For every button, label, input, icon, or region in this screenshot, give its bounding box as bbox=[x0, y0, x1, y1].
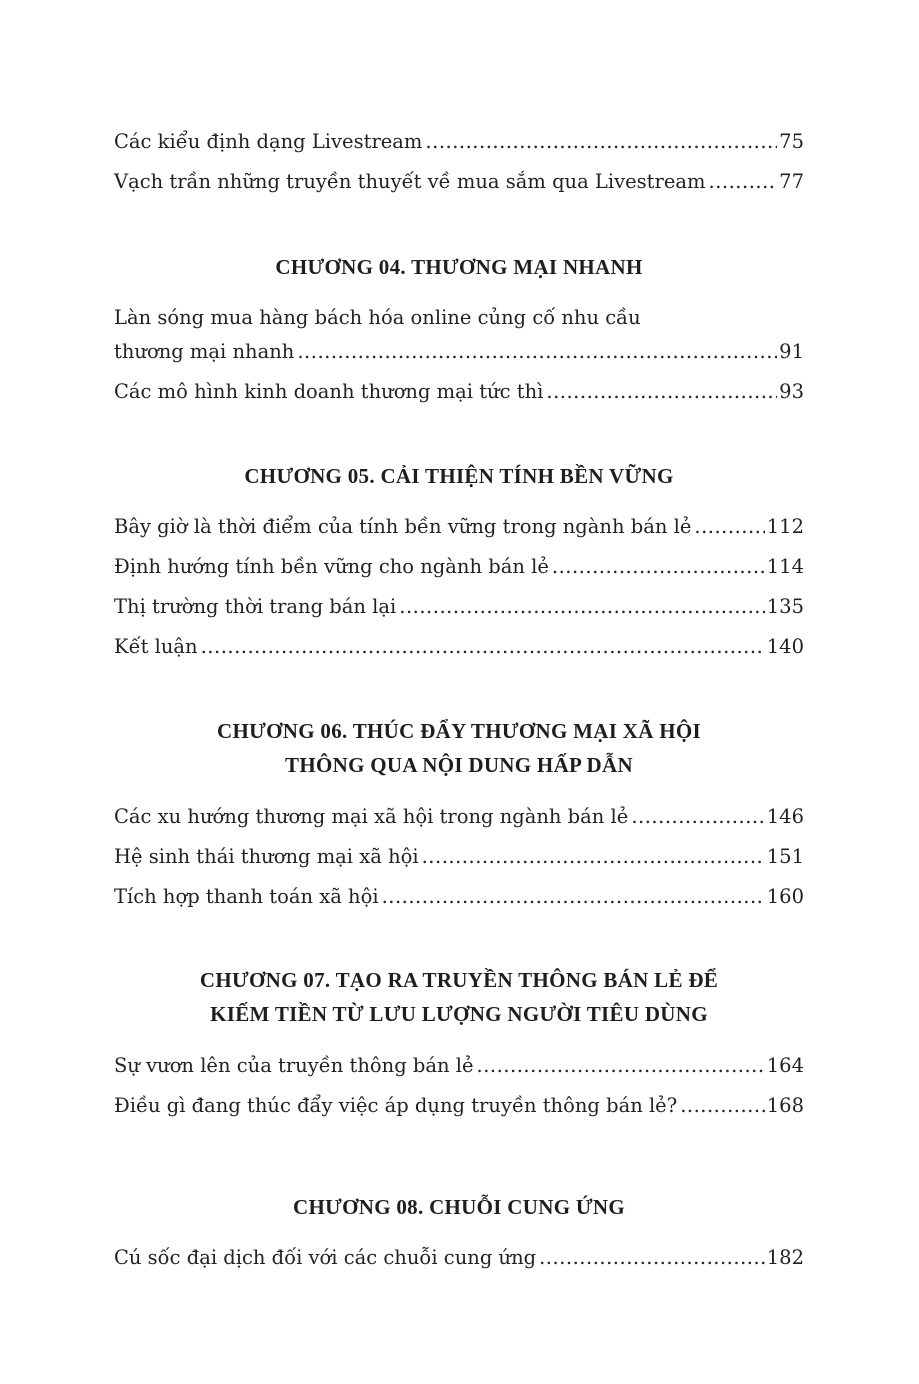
toc-entry[interactable] bbox=[114, 595, 804, 619]
toc-entry[interactable] bbox=[114, 170, 804, 194]
chapter-heading-line: KIẾM TIỀN TỪ LƯU LƯỢNG NGƯỜI TIÊU DÙNG bbox=[210, 1002, 708, 1026]
toc-entry-label: Bây giờ là thời điểm của tính bền vững trong ngành bán lẻ bbox=[114, 515, 692, 538]
toc-entry[interactable] bbox=[114, 1094, 804, 1118]
toc-leader-dots bbox=[477, 1054, 765, 1078]
chapter-heading-line: CHƯƠNG 04. THƯƠNG MẠI NHANH bbox=[275, 255, 643, 279]
toc-page-number: 93 bbox=[779, 380, 804, 403]
toc-leader-dots bbox=[539, 1246, 765, 1270]
toc-page-number: 168 bbox=[766, 1094, 804, 1117]
chapter-heading bbox=[114, 250, 804, 284]
toc-leader-dots bbox=[552, 555, 765, 579]
toc-page-number: 112 bbox=[766, 515, 804, 538]
toc-entry[interactable] bbox=[114, 555, 804, 579]
toc-entry[interactable] bbox=[114, 515, 804, 539]
toc-leader-dots bbox=[694, 515, 764, 539]
toc-leader-dots bbox=[546, 380, 777, 404]
toc-entry-label: Hệ sinh thái thương mại xã hội bbox=[114, 845, 419, 868]
chapter-heading bbox=[114, 1190, 804, 1224]
chapter-heading-line: THÔNG QUA NỘI DUNG HẤP DẪN bbox=[285, 753, 633, 777]
toc-leader-dots bbox=[422, 845, 765, 869]
toc-leader-dots bbox=[425, 130, 777, 154]
chapter-heading-line: CHƯƠNG 05. CẢI THIỆN TÍNH BỀN VỮNG bbox=[244, 464, 674, 488]
toc-leader-dots bbox=[382, 885, 765, 909]
toc-leader-dots bbox=[399, 595, 765, 619]
toc-entry-label: Cú sốc đại dịch đối với các chuỗi cung ứng bbox=[114, 1246, 537, 1269]
toc-entry[interactable] bbox=[114, 1246, 804, 1270]
toc-entry[interactable] bbox=[114, 885, 804, 909]
toc-entry[interactable] bbox=[114, 380, 804, 404]
toc-page-number: 135 bbox=[766, 595, 804, 618]
toc-entry-label: Các mô hình kinh doanh thương mại tức thì bbox=[114, 380, 544, 403]
toc-entry-label: Kết luận bbox=[114, 635, 198, 658]
toc-entry-label: Điều gì đang thúc đẩy việc áp dụng truyền thông bán lẻ? bbox=[114, 1094, 678, 1117]
toc-entry[interactable] bbox=[114, 845, 804, 869]
toc-page-number: 77 bbox=[779, 170, 804, 193]
toc-entry-label: Vạch trần những truyền thuyết về mua sắm qua Livestream bbox=[114, 170, 706, 193]
chapter-heading-line: CHƯƠNG 08. CHUỖI CUNG ỨNG bbox=[292, 1195, 625, 1219]
toc-entry[interactable] bbox=[114, 340, 804, 364]
toc-entry-label: Các kiểu định dạng Livestream bbox=[114, 130, 423, 153]
chapter-heading bbox=[114, 963, 804, 1031]
toc-entry-label: Tích hợp thanh toán xã hội bbox=[114, 885, 379, 908]
toc-entry-label: Định hướng tính bền vững cho ngành bán lẻ bbox=[114, 555, 549, 578]
toc-page-number: 114 bbox=[766, 555, 804, 578]
toc-leader-dots bbox=[201, 635, 765, 659]
toc-leader-dots bbox=[709, 170, 778, 194]
toc-entry[interactable] bbox=[114, 130, 804, 154]
toc-page-number: 75 bbox=[779, 130, 804, 153]
chapter-heading-line: CHƯƠNG 06. THÚC ĐẨY THƯƠNG MẠI XÃ HỘI bbox=[217, 719, 701, 743]
toc-entry-label: Sự vươn lên của truyền thông bán lẻ bbox=[114, 1054, 474, 1077]
toc-entry[interactable] bbox=[114, 635, 804, 659]
toc-entry-label: thương mại nhanh bbox=[114, 340, 295, 363]
toc-page-number: 140 bbox=[766, 635, 804, 658]
chapter-heading-line: CHƯƠNG 07. TẠO RA TRUYỀN THÔNG BÁN LẺ ĐỂ bbox=[199, 968, 719, 992]
toc-leader-dots bbox=[680, 1094, 765, 1118]
toc-entry[interactable] bbox=[114, 1054, 804, 1078]
toc-page-number: 182 bbox=[766, 1246, 804, 1269]
toc-entry-label-line: Làn sóng mua hàng bách hóa online củng cố nhu cầu bbox=[114, 306, 641, 329]
chapter-heading bbox=[114, 714, 804, 782]
toc-page-number: 164 bbox=[766, 1054, 804, 1077]
toc-entry[interactable] bbox=[114, 805, 804, 829]
toc-entry-label: Các xu hướng thương mại xã hội trong ngành bán lẻ bbox=[114, 805, 629, 828]
toc-leader-dots bbox=[631, 805, 764, 829]
toc-entry-label: Thị trường thời trang bán lại bbox=[114, 595, 397, 618]
toc-page-number: 146 bbox=[766, 805, 804, 828]
toc-page-number: 91 bbox=[779, 340, 804, 363]
chapter-heading bbox=[114, 459, 804, 493]
toc-page-number: 160 bbox=[766, 885, 804, 908]
table-of-contents-page bbox=[114, 0, 804, 1384]
toc-leader-dots bbox=[297, 340, 777, 364]
toc-page-number: 151 bbox=[766, 845, 804, 868]
